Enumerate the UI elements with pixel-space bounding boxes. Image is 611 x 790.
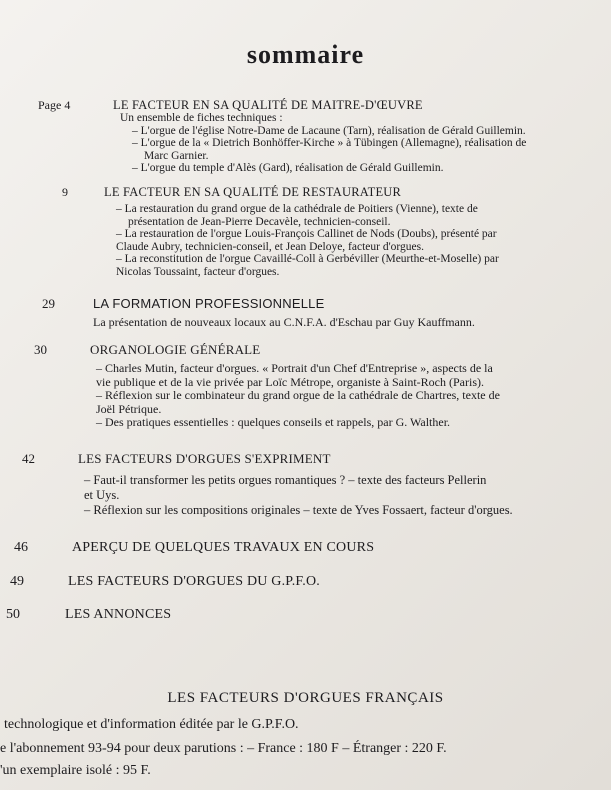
page-number: 49 (10, 574, 24, 589)
toc-entry (42, 296, 601, 329)
list-item: La présentation de nouveaux locaux au C.N.F.A. d'Eschau par Guy Kauffmann. (93, 315, 475, 329)
toc-entry (22, 451, 601, 518)
list-item: – Réflexion sur le combinateur du grand orgue de la cathédrale de Chartres, texte de Joël Pétrique. (96, 388, 500, 416)
page-number: Page 4 (38, 98, 71, 112)
page-number: 29 (42, 296, 55, 311)
page-title: sommaire (246, 40, 365, 69)
page-number: 30 (34, 342, 47, 357)
section-title: APERÇU DE QUELQUES TRAVAUX EN COURS (72, 540, 375, 555)
list-item: – L'orgue de l'église Notre-Dame de Lacaune (Tarn), réalisation de Gérald Guillemin. (132, 124, 526, 137)
list-item: – La restauration de l'orgue Louis-François Callinet de Nods (Doubs), présenté par Claude Aubry, technicien-conseil, et Jean Deloye, facteur d'orgues. (116, 228, 497, 253)
section-title: LES ANNONCES (65, 607, 172, 622)
list-item: – La reconstitution de l'orgue Cavaillé-Coll à Gerbéviller (Meurthe-et-Moselle) par Nicolas Toussaint, facteur d'orgues. (116, 253, 499, 278)
toc-entry (10, 574, 601, 590)
section-title: LES FACTEURS D'ORGUES S'EXPRIMENT (78, 451, 331, 466)
list-item: – Faut-il transformer les petits orgues romantiques ? – texte des facteurs Pellerin et Uys. (84, 473, 487, 502)
section-title: ORGANOLOGIE GÉNÉRALE (90, 342, 261, 357)
toc-entry (62, 185, 601, 279)
toc-entry (14, 540, 601, 556)
footer-title: LES FACTEURS D'ORGUES FRANÇAIS (167, 690, 444, 706)
list-item: – Réflexion sur les compositions originales – texte de Yves Fossaert, facteur d'orgues. (84, 503, 513, 517)
list-item: – La restauration du grand orgue de la cathédrale de Poitiers (Vienne), texte de présentation de Jean-Pierre Decavèle, technicien-conseil. (116, 203, 478, 228)
section-title: LE FACTEUR EN SA QUALITÉ DE RESTAURATEUR (104, 185, 402, 199)
toc-entry (34, 342, 601, 430)
page-number: 46 (14, 540, 28, 555)
footer-line: 'un exemplaire isolé : 95 F. (0, 763, 151, 778)
list-item: – Charles Mutin, facteur d'orgues. « Portrait d'un Chef d'Entreprise », aspects de la vie publique et de la vie privée par Loïc Métrope, organiste à Saint-Roch (Paris). (96, 361, 493, 389)
footer-line: technologique et d'information éditée par le G.P.F.O. (4, 717, 299, 732)
section-intro: Un ensemble de fiches techniques : (120, 112, 283, 124)
page-number: 9 (62, 185, 68, 199)
toc-entry (6, 607, 601, 623)
page-number: 50 (6, 607, 20, 622)
footer-line: e l'abonnement 93-94 pour deux parutions : – France : 180 F – Étranger : 220 F. (0, 741, 447, 756)
page-number: 42 (22, 451, 35, 466)
toc-entry (38, 98, 601, 175)
list-item: – Des pratiques essentielles : quelques conseils et rappels, par G. Walther. (96, 415, 451, 429)
section-title: LA FORMATION PROFESSIONNELLE (93, 296, 325, 311)
list-item: – L'orgue de la « Dietrich Bonhöffer-Kirche » à Tübingen (Allemagne), réalisation de Marc Garnier. (132, 137, 527, 162)
list-item: – L'orgue du temple d'Alès (Gard), réalisation de Gérald Guillemin. (132, 162, 444, 175)
section-title: LES FACTEURS D'ORGUES DU G.P.F.O. (68, 574, 321, 589)
section-title: LE FACTEUR EN SA QUALITÉ DE MAITRE-D'ŒUVRE (113, 98, 423, 112)
